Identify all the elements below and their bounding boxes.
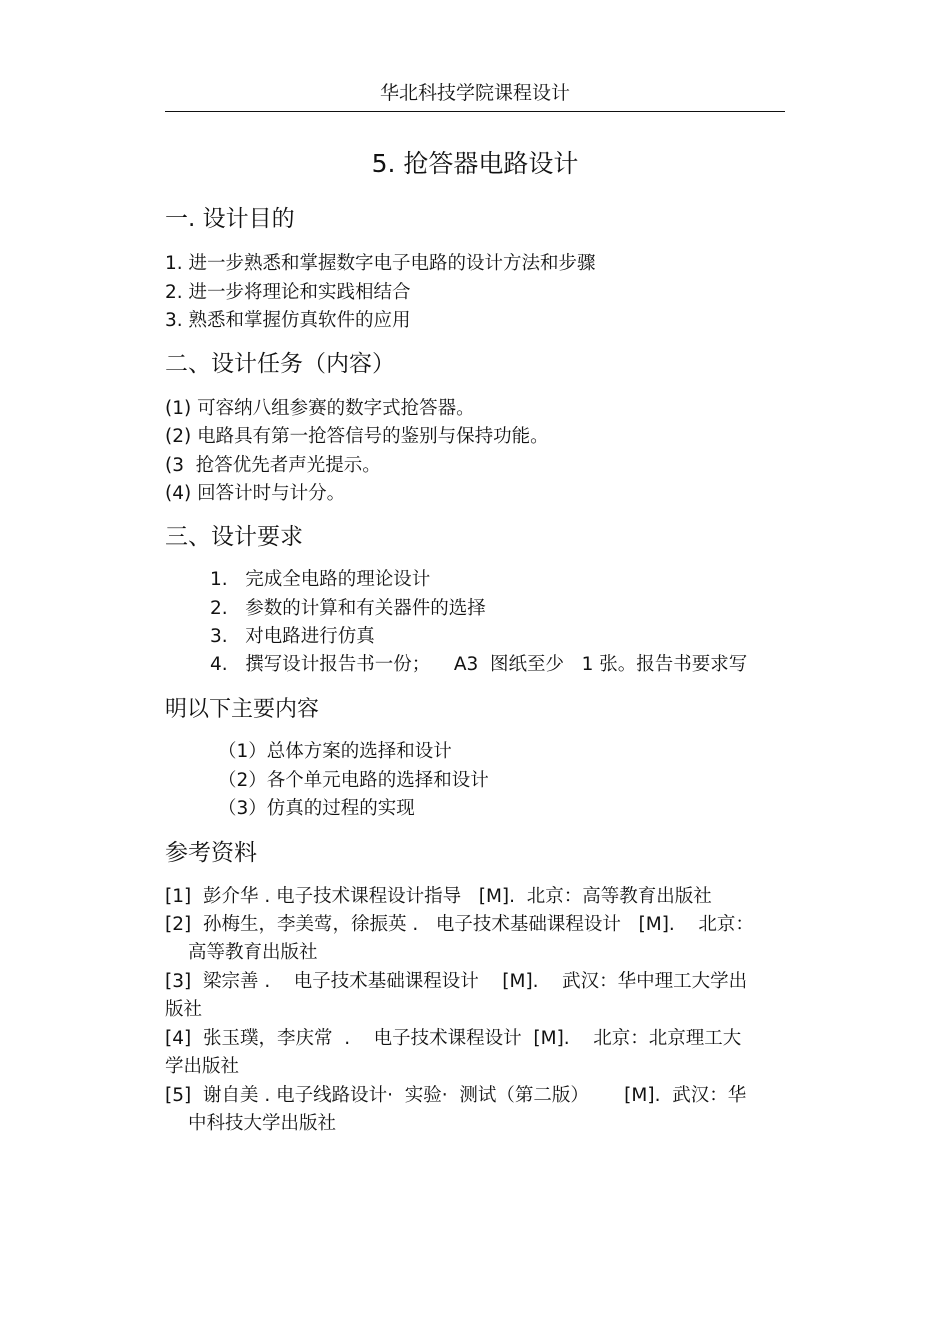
purpose-item: 3. 熟悉和掌握仿真软件的应用 bbox=[165, 310, 411, 331]
section-heading-purpose: 一. 设计目的 bbox=[165, 206, 295, 232]
task-item: (3 抢答优先者声光提示。 bbox=[165, 455, 381, 476]
page-title: 5. 抢答器电路设计 bbox=[371, 149, 579, 178]
reference-entry-continuation: 中科技大学出版社 bbox=[188, 1113, 337, 1134]
reference-entry: [3] 梁宗善 . 电子技术基础课程设计 [M]. 武汉：华中理工大学出 bbox=[165, 971, 748, 992]
reference-entry-continuation: 学出版社 bbox=[165, 1056, 240, 1077]
requirement-subitem: （2）各个单元电路的选择和设计 bbox=[218, 770, 489, 791]
section-heading-tasks: 二、设计任务（内容） bbox=[165, 351, 395, 377]
task-item: (2) 电路具有第一抢答信号的鉴别与保持功能。 bbox=[165, 426, 549, 447]
reference-entry: [5] 谢自美 . 电子线路设计· 实验· 测试（第二版） [M]. 武汉：华 bbox=[165, 1085, 747, 1106]
requirement-subitem: （1）总体方案的选择和设计 bbox=[218, 741, 452, 762]
reference-entry: [4] 张玉璞，李庆常 . 电子技术课程设计 [M]. 北京：北京理工大 bbox=[165, 1028, 742, 1049]
task-item: (4) 回答计时与计分。 bbox=[165, 483, 346, 504]
requirement-item: 3. 对电路进行仿真 bbox=[210, 626, 375, 647]
reference-entry-continuation: 高等教育出版社 bbox=[188, 942, 318, 963]
header-divider bbox=[165, 111, 785, 112]
requirement-subitem: （3）仿真的过程的实现 bbox=[218, 798, 415, 819]
requirement-item: 2. 参数的计算和有关器件的选择 bbox=[210, 598, 486, 619]
section-heading-requirements: 三、设计要求 bbox=[165, 524, 303, 550]
section-heading-references: 参考资料 bbox=[165, 840, 257, 866]
task-item: (1) 可容纳八组参赛的数字式抢答器。 bbox=[165, 398, 475, 419]
purpose-item: 2. 进一步将理论和实践相结合 bbox=[165, 282, 411, 303]
reference-entry-continuation: 版社 bbox=[165, 999, 203, 1020]
purpose-item: 1. 进一步熟悉和掌握数字电子电路的设计方法和步骤 bbox=[165, 253, 596, 274]
running-header: 华北科技学院课程设计 bbox=[379, 82, 570, 104]
reference-entry: [1] 彭介华 . 电子技术课程设计指导 [M]. 北京：高等教育出版社 bbox=[165, 886, 712, 907]
reference-entry: [2] 孙梅生，李美莺，徐振英 . 电子技术基础课程设计 [M]. 北京： bbox=[165, 914, 754, 935]
requirement-item: 1. 完成全电路的理论设计 bbox=[210, 569, 431, 590]
requirement-item: 4. 撰写设计报告书一份； A3 图纸至少 1 张。报告书要求写 bbox=[210, 654, 748, 675]
requirement-continuation: 明以下主要内容 bbox=[165, 697, 320, 722]
